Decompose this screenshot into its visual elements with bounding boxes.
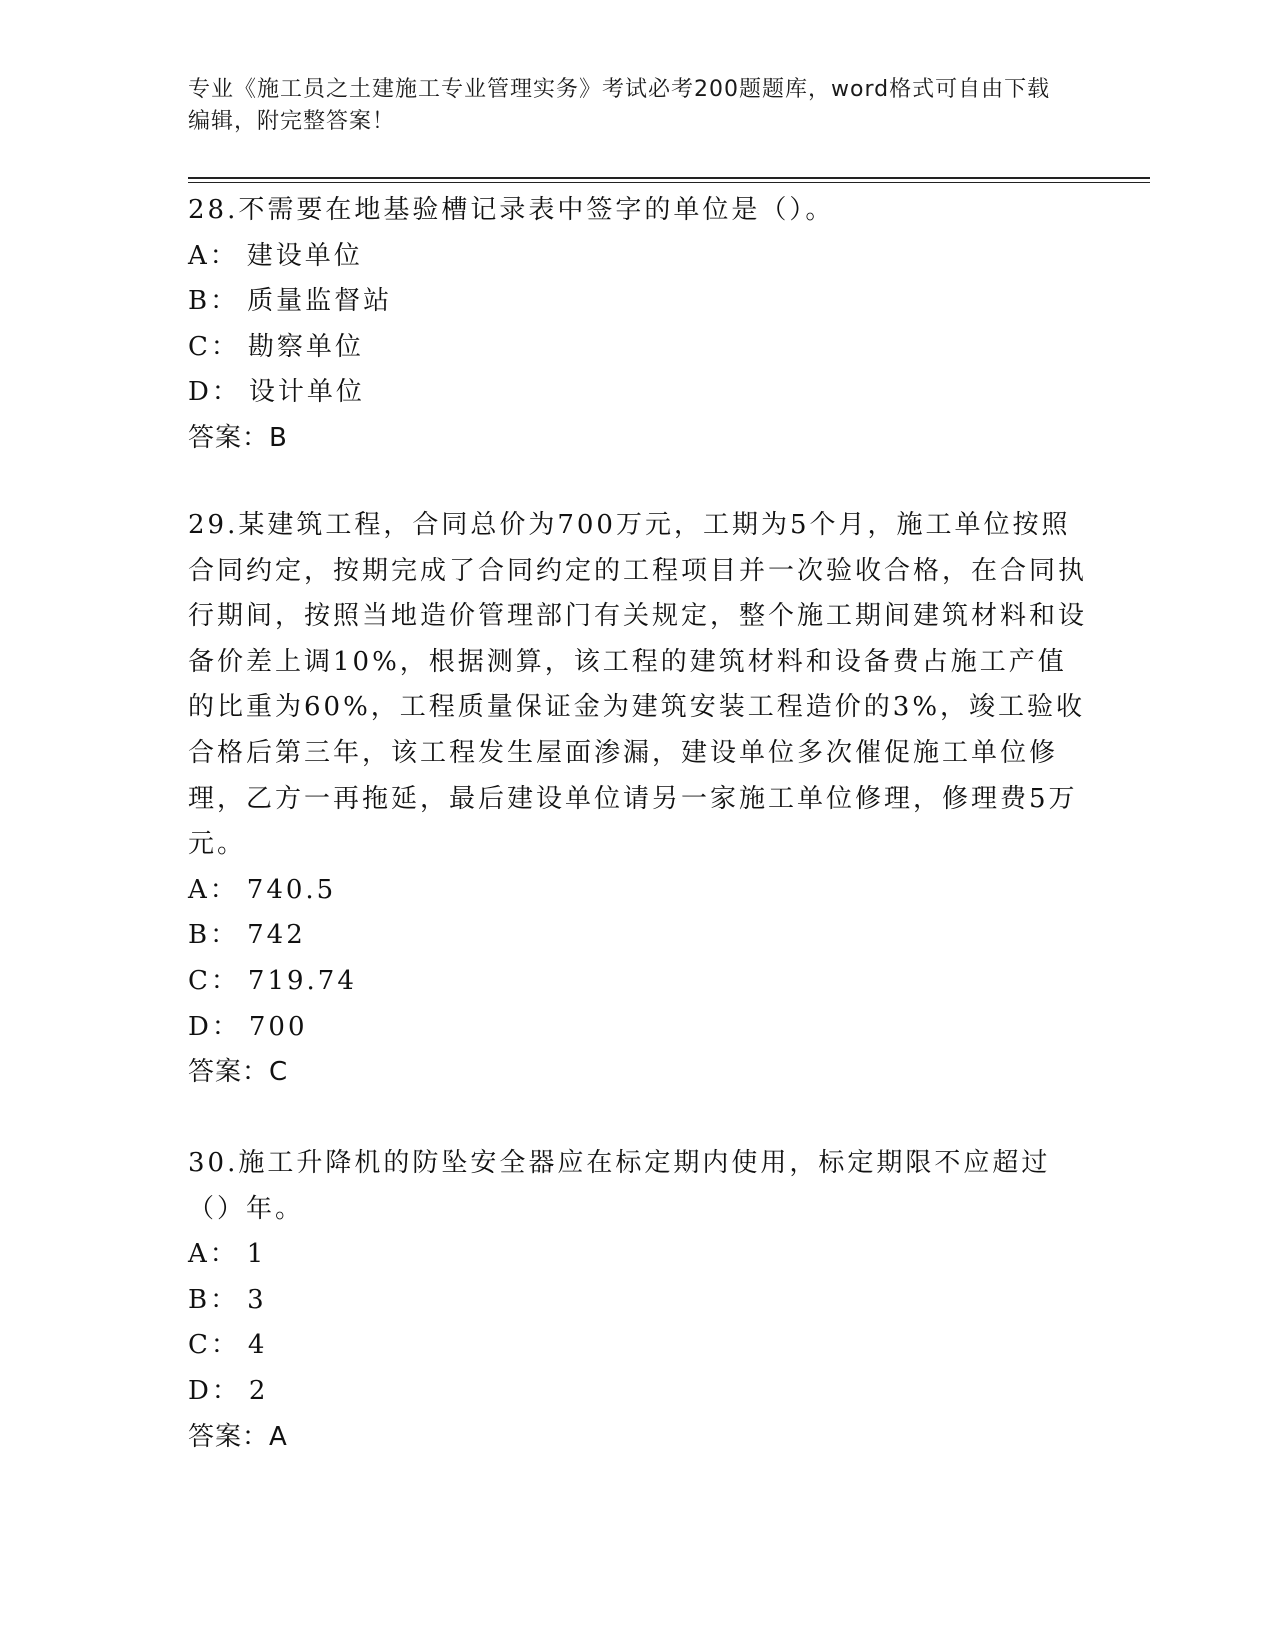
option-text: 740.5 <box>246 874 337 905</box>
option-key: A： <box>188 874 239 905</box>
question-stem: 28.不需要在地基验槽记录表中签字的单位是（）。 <box>188 195 835 225</box>
option-key: B： <box>188 1284 240 1315</box>
option-a <box>188 1232 1088 1278</box>
option-key: C： <box>188 1330 240 1361</box>
option-b <box>188 913 1088 959</box>
option-key: D： <box>188 1375 241 1406</box>
question-30 <box>188 1141 1088 1460</box>
option-c <box>188 959 1088 1005</box>
option-text: 1 <box>246 1239 267 1270</box>
option-text: 719.74 <box>247 965 357 996</box>
option-c <box>188 325 1088 371</box>
header-divider-thick <box>188 177 1150 179</box>
option-d <box>188 1369 1088 1415</box>
question-29 <box>188 503 1088 1096</box>
option-key: A： <box>188 1239 239 1270</box>
question-stem: 29.某建筑工程，合同总价为700万元，工期为5个月，施工单位按照合同约定，按期完成了合同约定的工程项目并一次验收合格，在合同执行期间，按照当地造价管理部门有关规定，整个施工期间建筑材料和设备价差上调10%，根据测算，该工程的建筑材料和设备费占施工产值的比重为60%，工程质量保证金为建筑安装工程造价的3%，竣工验收合格后第三年，该工程发生屋面渗漏，建设单位多次催促施工单位修理，乙方一再拖延，最后建设单位请另一家施工单位修理，修理费5万元。 <box>188 510 1088 860</box>
option-key: B： <box>188 286 240 317</box>
option-text: 700 <box>248 1011 308 1042</box>
header-divider-thin <box>188 182 1150 183</box>
option-a <box>188 234 1088 280</box>
option-text: 2 <box>248 1375 269 1406</box>
document-header: 专业《施工员之土建施工专业管理实务》考试必考200题题库，word格式可自由下载编辑，附完整答案！ <box>188 77 1051 134</box>
answer-line: 答案：B <box>188 422 288 453</box>
option-key: D： <box>188 377 241 408</box>
option-text: 设计单位 <box>248 377 365 408</box>
option-text: 4 <box>247 1330 268 1361</box>
answer-line: 答案：C <box>188 1057 289 1088</box>
option-a <box>188 868 1088 914</box>
option-text: 勘察单位 <box>247 331 364 362</box>
option-text: 建设单位 <box>246 240 363 271</box>
option-b <box>188 1278 1088 1324</box>
question-stem: 30.施工升降机的防坠安全器应在标定期内使用，标定期限不应超过（）年。 <box>188 1148 1051 1224</box>
question-28 <box>188 188 1088 462</box>
option-b <box>188 279 1088 325</box>
option-text: 3 <box>247 1284 267 1315</box>
option-text: 742 <box>247 920 306 951</box>
option-key: B： <box>188 920 240 951</box>
option-text: 质量监督站 <box>247 286 393 317</box>
option-d <box>188 370 1088 416</box>
option-key: C： <box>188 331 240 362</box>
option-key: C： <box>188 965 240 996</box>
option-c <box>188 1323 1088 1369</box>
option-d <box>188 1005 1088 1051</box>
option-key: A： <box>188 240 239 271</box>
answer-line: 答案：A <box>188 1421 288 1452</box>
option-key: D： <box>188 1011 241 1042</box>
